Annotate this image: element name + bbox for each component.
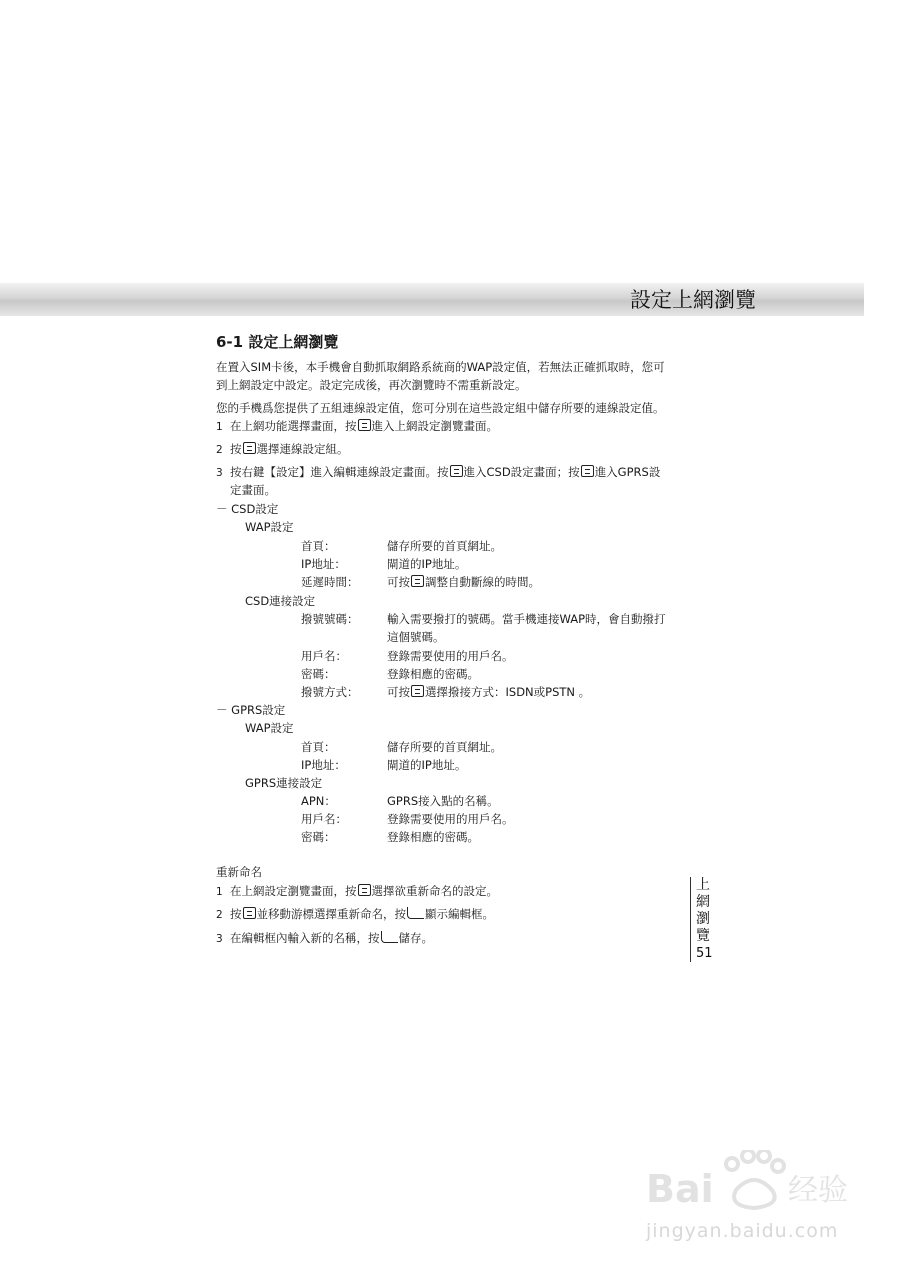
step-text: 選擇連線設定組。 — [256, 442, 349, 456]
csd-dialmode-value — [387, 684, 687, 701]
intro-line-1: 在置入SIM卡後，本手機會自動抓取網路系統商的WAP設定值，若無法正確抓取時，您可 — [216, 360, 665, 374]
step-number: 2 — [216, 909, 223, 921]
step-text: 儲存。 — [398, 931, 433, 945]
side-tab-char: 瀏 — [696, 911, 710, 927]
step-text: 按右鍵【設定】進入編輯連線設定畫面。按 — [230, 465, 449, 479]
gprs-ip-value: 閘道的IP地址。 — [387, 758, 467, 772]
baidu-watermark-logo — [644, 1150, 864, 1220]
step-text: 在上網設定瀏覽畫面，按 — [230, 884, 357, 898]
gprs-pass-value: 登錄相應的密碼。 — [387, 830, 479, 844]
csd-home-value: 儲存所要的首頁網址。 — [387, 539, 502, 553]
csd-delay-value — [387, 574, 687, 591]
csd-home-label: 首頁： — [301, 539, 336, 553]
menu-key-icon — [358, 419, 371, 431]
step-1 — [216, 418, 686, 436]
gprs-home-label: 首頁： — [301, 740, 336, 754]
csd-pass-label: 密碼： — [301, 667, 336, 681]
svg-text:经验: 经验 — [788, 1173, 848, 1208]
gprs-home-value: 儲存所要的首頁網址。 — [387, 740, 502, 754]
value-text: 選擇撥接方式：ISDN或PSTN 。 — [425, 685, 591, 699]
rename-step-2 — [216, 906, 686, 924]
csd-dial-value-1: 輸入需要撥打的號碼。當手機連接WAP時，會自動撥打 — [387, 612, 666, 626]
gprs-pass-label: 密碼： — [301, 830, 336, 844]
gprs-apn-value: GPRS接入點的名稱。 — [387, 794, 499, 808]
value-text: 可按 — [387, 685, 410, 699]
csd-dialmode-label: 撥號方式： — [301, 685, 359, 699]
gprs-wap-heading: WAP設定 — [245, 721, 294, 735]
gprs-ip-label: IP地址： — [301, 758, 346, 772]
rename-step-3 — [216, 930, 686, 948]
watermark-url: jingyan.baidu.com — [646, 1220, 839, 1242]
csd-pass-value: 登錄相應的密碼。 — [387, 667, 479, 681]
step-text: 進入GPRS設 — [594, 465, 661, 479]
value-text: 可按 — [387, 575, 410, 589]
csd-wap-heading: WAP設定 — [245, 520, 294, 534]
nav-key-icon — [411, 575, 424, 587]
csd-dial-label: 撥號號碼： — [301, 612, 359, 626]
gprs-user-value: 登錄需要使用的用戶名。 — [387, 812, 514, 826]
step-number: 3 — [216, 467, 223, 479]
gprs-apn-label: APN： — [301, 794, 336, 808]
csd-delay-label: 延遲時間： — [301, 575, 359, 589]
phone-key-icon — [381, 931, 398, 943]
section-title: 6-1 設定上網瀏覽 — [216, 333, 339, 351]
nav-key-icon — [358, 884, 371, 896]
step-number: 2 — [216, 444, 223, 456]
value-text: 調整自動斷線的時間。 — [425, 575, 540, 589]
step-text: 按 — [230, 907, 242, 921]
side-tab-char: 覽 — [696, 928, 710, 944]
csd-conn-heading: CSD連接設定 — [245, 594, 316, 608]
step-2 — [216, 441, 686, 459]
csd-ip-label: IP地址： — [301, 557, 346, 571]
csd-user-label: 用戶名： — [301, 649, 347, 663]
rename-step-1 — [216, 883, 686, 901]
csd-ip-value: 閘道的IP地址。 — [387, 557, 467, 571]
side-tab-char: 上 — [696, 877, 710, 893]
step-text: 進入CSD設定畫面；按 — [463, 465, 580, 479]
gprs-user-label: 用戶名： — [301, 812, 347, 826]
step-text: 在編輯框內輸入新的名稱，按 — [230, 931, 380, 945]
nav-key-icon — [411, 685, 424, 697]
svg-text:Bai: Bai — [646, 1167, 714, 1211]
step-text: 在上網功能選擇畫面，按 — [230, 419, 357, 433]
phone-key-icon — [407, 907, 424, 919]
intro-line-2: 到上網設定中設定。設定完成後，再次瀏覽時不需重新設定。 — [216, 378, 527, 392]
page-number: 51 — [696, 946, 713, 961]
csd-user-value: 登錄需要使用的用戶名。 — [387, 649, 514, 663]
svg-text:du: du — [742, 1185, 763, 1204]
chapter-title: 設定上網瀏覽 — [630, 288, 756, 312]
step-text: 按 — [230, 442, 242, 456]
intro-para-2: 您的手機爲您提供了五組連線設定值，您可分別在這些設定組中儲存所要的連線設定值。 — [216, 401, 665, 415]
menu-key-icon — [450, 465, 463, 477]
menu-key-icon — [581, 465, 594, 477]
csd-heading: － CSD設定 — [216, 502, 279, 516]
gprs-conn-heading: GPRS連接設定 — [245, 776, 323, 790]
chapter-side-tab — [690, 877, 718, 962]
gprs-heading: － GPRS設定 — [216, 703, 286, 717]
csd-dial-value-2: 這個號碼。 — [387, 630, 445, 644]
step-number: 1 — [216, 886, 223, 898]
step-text: 選擇欲重新命名的設定。 — [371, 884, 498, 898]
step-text: 進入上網設定瀏覽畫面。 — [371, 419, 498, 433]
step-number: 3 — [216, 933, 223, 945]
nav-key-icon — [243, 442, 256, 454]
step-text: 顯示編輯框。 — [425, 907, 494, 921]
step-number: 1 — [216, 421, 223, 433]
side-tab-char: 網 — [696, 894, 710, 910]
rename-heading: 重新命名 — [216, 865, 262, 879]
step-text-continued: 定畫面。 — [230, 483, 276, 497]
step-text: 並移動游標選擇重新命名，按 — [256, 907, 406, 921]
step-3 — [216, 464, 686, 499]
menu-key-icon — [243, 907, 256, 919]
